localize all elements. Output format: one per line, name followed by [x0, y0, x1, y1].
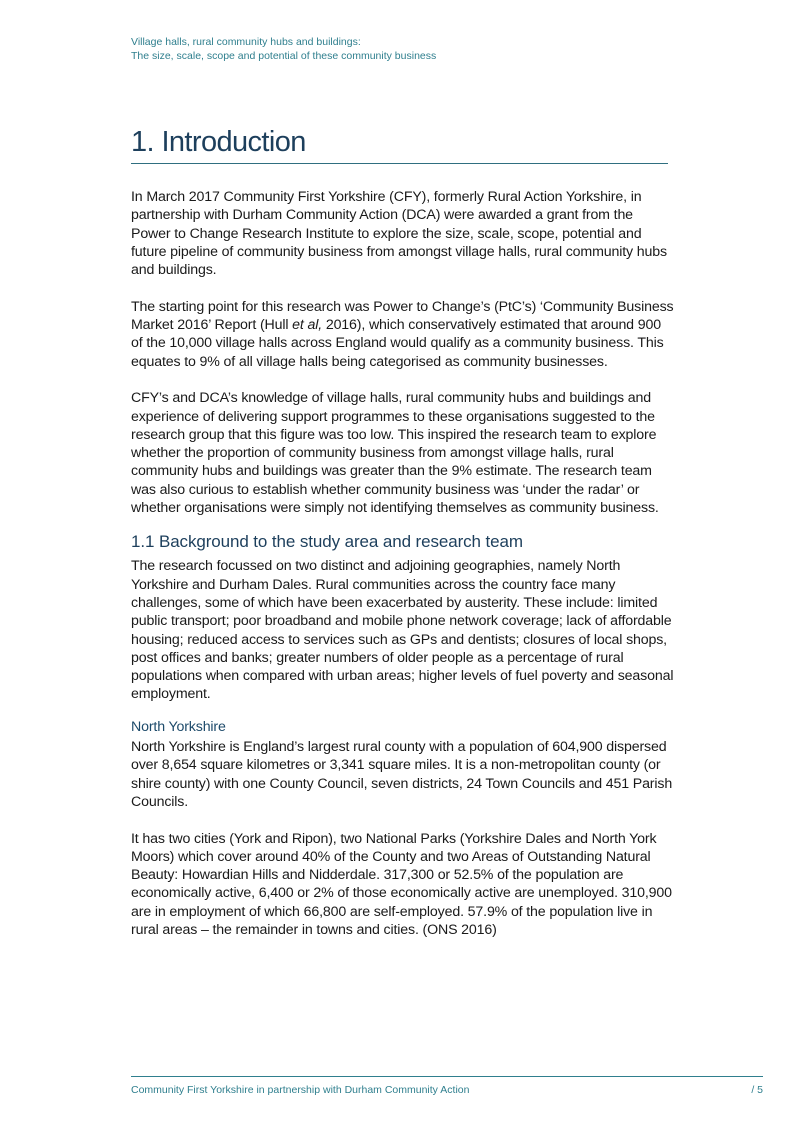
intro-paragraph-2-end: 2016), which conservatively estimated that around 900 of the 10,000 village halls across England would qualify as a community business. This equates to 9% of all village halls being categorised as community businesses.: [131, 317, 664, 370]
north-yorkshire-paragraph-2: It has two cities (York and Ripon), two National Parks (Yorkshire Dales and North York Moors) which cover around 40% of the County and two Areas of Outstanding Natural Beauty: Howardian Hills and Nidderdale. 317,300 or 52.5% of the population are economically active, 6,400 or 2% of those economically active are unemployed. 310,900 are in employment of which 66,800 are self-employed. 57.9% of the population live in rural areas – the remainder in towns and cities. (ONS 2016): [131, 830, 672, 938]
running-header: [131, 36, 436, 63]
section-heading-1-1: 1.1 Background to the study area and research team: [131, 532, 523, 552]
header-line-2: The size, scale, scope and potential of these community business: [131, 49, 437, 62]
background-paragraph: The research focussed on two distinct and adjoining geographies, namely North Yorkshire and Durham Dales. Rural communities across the country face many challenges, some of which have been exacerbated by austerity. These include: limited public transport; poor broadband and mobile phone network coverage; lack of affordable housing; reduced access to services such as GPs and dentists; closures of local shops, post offices and banks; greater numbers of older people as a percentage of rural populations when compared with urban areas; higher levels of fuel poverty and seasonal employment.: [131, 558, 674, 703]
intro-paragraph-2: [131, 298, 676, 371]
title-divider: [131, 163, 668, 164]
intro-paragraph-1: In March 2017 Community First Yorkshire (CFY), formerly Rural Action Yorkshire, in partnership with Durham Community Action (DCA) were awarded a grant from the Power to Change Research Institute to explore the size, scale, scope, potential and future pipeline of community business from amongst village halls, rural community hubs and buildings.: [131, 189, 667, 279]
page-number: / 5: [751, 1084, 763, 1096]
subheading-north-yorkshire: North Yorkshire: [131, 718, 226, 735]
page-title: 1. Introduction: [131, 126, 306, 158]
main-content: [131, 188, 676, 958]
footer-text: Community First Yorkshire in partnership with Durham Community Action: [131, 1084, 470, 1096]
intro-paragraph-3: CFY’s and DCA’s knowledge of village halls, rural community hubs and buildings and experience of delivering support programmes to these organisations suggested to the research group that this figure was too low. This inspired the research team to explore whether the proportion of community business from amongst village halls, rural community hubs and buildings was greater than the 9% estimate. The research team was also curious to establish whether community business was ‘under the radar’ or whether organisations were simply not identifying themselves as community business.: [131, 390, 659, 517]
north-yorkshire-paragraph-1: North Yorkshire is England’s largest rural county with a population of 604,900 dispersed over 8,654 square kilometres or 3,341 square miles. It is a non-metropolitan county (or shire county) with one County Council, seven districts, 24 Town Councils and 451 Parish Councils.: [131, 739, 673, 810]
intro-paragraph-2-start: The starting point for this research was Power to Change’s (PtC’s) ‘Community Business Market 2016’ Report (Hull: [131, 298, 674, 334]
footer-divider: [131, 1076, 763, 1077]
citation-et-al: et al,: [292, 317, 323, 334]
header-line-1: Village halls, rural community hubs and buildings:: [131, 36, 361, 48]
